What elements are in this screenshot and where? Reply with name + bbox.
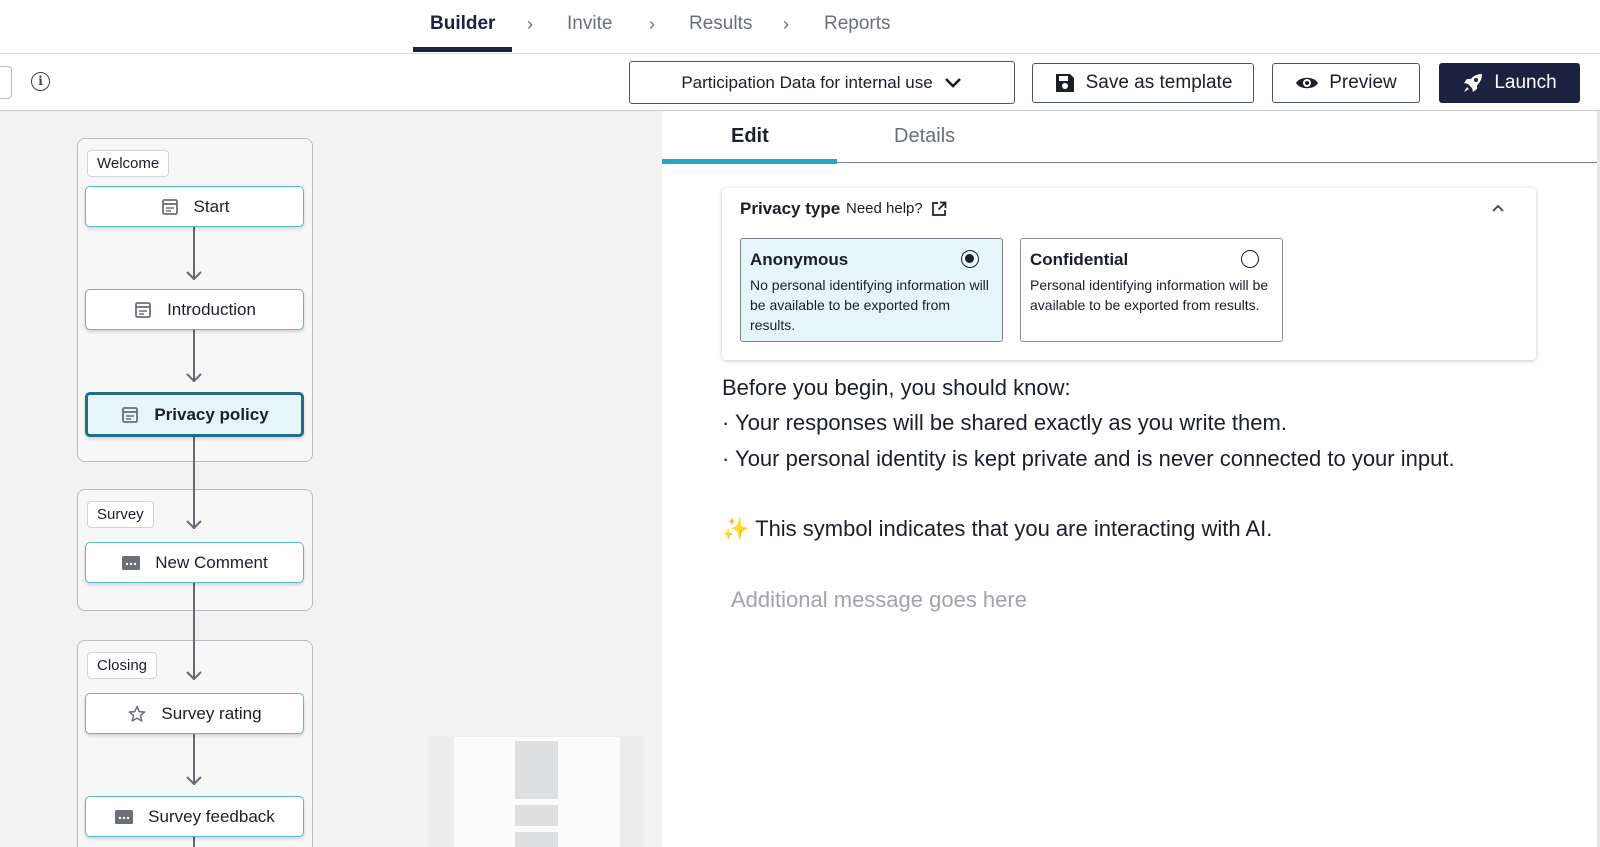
star-icon — [127, 704, 147, 724]
content-line[interactable]: Before you begin, you should know: — [722, 375, 1071, 400]
node-label: Privacy policy — [154, 404, 269, 424]
ai-notice-text: This symbol indicates that you are interacting with AI. — [755, 516, 1273, 541]
step-navigation — [0, 0, 1600, 54]
step-separator-icon: › — [783, 14, 789, 34]
arrow-down-icon — [186, 671, 202, 680]
node-label: Start — [193, 196, 230, 216]
tab-edit[interactable]: Edit — [731, 125, 769, 147]
preview-button[interactable] — [1272, 63, 1420, 103]
node-label: Survey feedback — [148, 806, 275, 826]
sparkle-icon: ✨ — [722, 516, 750, 541]
floppy-disk-icon — [1054, 72, 1076, 94]
additional-message-field[interactable]: Additional message goes here — [731, 587, 1027, 612]
flow-node-survey-feedback[interactable] — [85, 796, 304, 837]
arrow-down-icon — [186, 520, 202, 529]
radio-unselected[interactable] — [1241, 250, 1259, 268]
step-separator-icon: › — [649, 14, 655, 34]
arrow-down-icon — [186, 373, 202, 382]
truncated-toolbar-control[interactable] — [0, 66, 12, 99]
save-as-template-button[interactable] — [1032, 63, 1254, 103]
launch-label: Launch — [1494, 72, 1557, 93]
external-link-icon — [931, 201, 947, 217]
comment-icon — [121, 553, 141, 573]
flow-node-privacy-policy[interactable] — [85, 392, 304, 437]
info-icon[interactable]: i — [31, 72, 50, 91]
need-help-link[interactable] — [846, 200, 947, 217]
chevron-up-icon[interactable] — [1489, 199, 1507, 217]
step-results[interactable]: Results — [689, 13, 753, 34]
node-label: Introduction — [167, 299, 256, 319]
save-as-template-label: Save as template — [1085, 72, 1233, 93]
active-tab-indicator — [662, 159, 837, 164]
minimap-block — [515, 832, 558, 847]
data-usage-dropdown-value: Participation Data for internal use — [681, 72, 933, 92]
minimap-block — [515, 741, 558, 799]
node-label: New Comment — [155, 552, 268, 572]
step-separator-icon: › — [527, 14, 533, 34]
flow-connector — [193, 437, 195, 529]
flow-canvas[interactable] — [0, 111, 662, 847]
flow-node-start[interactable] — [85, 186, 304, 227]
launch-button[interactable] — [1439, 63, 1580, 103]
step-reports[interactable]: Reports — [824, 13, 891, 34]
active-step-indicator — [413, 47, 512, 52]
group-label: Welcome — [87, 150, 169, 177]
minimap-block — [515, 805, 558, 826]
privacy-type-card — [722, 188, 1536, 360]
content-line[interactable]: · Your personal identity is kept private and is never connected to your input. — [722, 446, 1455, 471]
ai-notice-line[interactable] — [722, 516, 1272, 542]
page-icon — [120, 405, 140, 425]
flow-node-introduction[interactable] — [85, 289, 304, 330]
chevron-down-icon — [943, 76, 963, 90]
flow-connector — [193, 583, 195, 680]
node-label: Survey rating — [161, 703, 262, 723]
tab-details[interactable]: Details — [894, 125, 956, 147]
page-icon — [160, 197, 180, 217]
privacy-type-title: Privacy type — [740, 199, 841, 218]
need-help-label: Need help? — [846, 200, 923, 217]
privacy-option-confidential[interactable] — [1020, 238, 1283, 342]
arrow-down-icon — [186, 271, 202, 280]
rocket-icon — [1462, 72, 1484, 94]
content-line[interactable]: · Your responses will be shared exactly as you write them. — [722, 410, 1287, 435]
arrow-down-icon — [186, 776, 202, 785]
builder-toolbar — [0, 54, 1600, 111]
option-description: Personal identifying information will be available to be exported from results. — [1030, 277, 1269, 313]
radio-selected[interactable] — [961, 250, 979, 268]
step-builder[interactable]: Builder — [430, 13, 496, 34]
editor-panel — [662, 111, 1600, 847]
option-title: Anonymous — [750, 250, 849, 269]
data-usage-dropdown[interactable] — [629, 61, 1015, 104]
flow-node-survey-rating[interactable] — [85, 693, 304, 734]
preview-label: Preview — [1329, 72, 1397, 93]
comment-icon — [114, 807, 134, 827]
group-label: Closing — [87, 652, 157, 679]
radio-dot — [965, 254, 974, 263]
page-icon — [133, 300, 153, 320]
eye-icon — [1295, 75, 1319, 91]
step-invite[interactable]: Invite — [567, 13, 613, 34]
option-description: No personal identifying information will be available to be exported from results. — [750, 277, 989, 333]
group-label: Survey — [87, 501, 154, 528]
privacy-option-anonymous[interactable] — [740, 238, 1003, 342]
flow-node-new-comment[interactable] — [85, 542, 304, 583]
option-title: Confidential — [1030, 250, 1129, 269]
